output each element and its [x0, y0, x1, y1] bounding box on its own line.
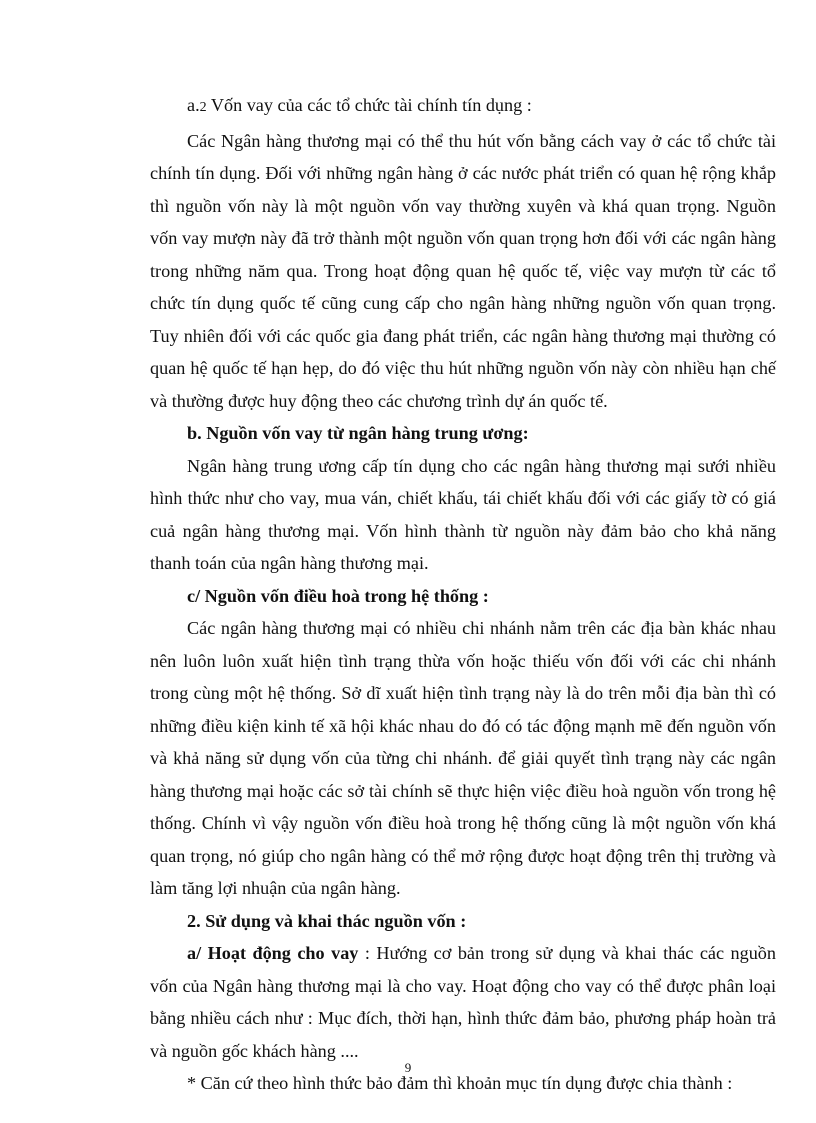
bullet-line: * Căn cứ theo hình thức bảo đảm thì khoản mục tín dụng được chia thành : — [187, 1073, 733, 1093]
section-lending-heading: a/ Hoạt động cho vay — [187, 943, 359, 963]
section-a2-heading-text: Vốn vay của các tổ chức tài chính tín dụng : — [206, 95, 532, 115]
section-lending-paragraph — [150, 937, 776, 1067]
section-c-paragraph: Các ngân hàng thương mại có nhiều chi nhánh nằm trên các địa bàn khác nhau nên luôn luôn xuất hiện tình trạng thừa vốn hoặc thiếu vốn đối với các chi nhánh trong cùng một hệ thống. Sở dĩ xuất hiện tình trạng này là do trên mỗi địa bàn thì có những điều kiện kinh tế xã hội khác nhau do đó có tác động mạnh mẽ đến nguồn vốn và khả năng sử dụng vốn của từng chi nhánh. để giải quyết tình trạng này các ngân hàng thương mại hoặc các sở tài chính sẽ thực hiện việc điều hoà nguồn vốn trong hệ thống. Chính vì vậy nguồn vốn điều hoà trong hệ thống cũng là một nguồn vốn khá quan trọng, nó giúp cho ngân hàng có thể mở rộng được hoạt động trên thị trường và làm tăng lợi nhuận của ngân hàng. — [150, 618, 776, 898]
page-number: 9 — [404, 1060, 412, 1075]
section-a2-paragraph: Các Ngân hàng thương mại có thể thu hút vốn bằng cách vay ở các tổ chức tài chính tín dụng. Đối với những ngân hàng ở các nước phát triển có quan hệ rộng khắp thì nguồn vốn này là một nguồn vốn vay thường xuyên và khá quan trọng. Nguồn vốn vay mượn này đã trở thành một nguồn vốn quan trọng hơn đối với các ngân hàng trong những năm qua. Trong hoạt động quan hệ quốc tế, việc vay mượn từ các tổ chức tín dụng quốc tế cũng cung cấp cho ngân hàng những nguồn vốn quan trọng. Tuy nhiên đối với các quốc gia đang phát triển, các ngân hàng thương mại thường có quan hệ quốc tế hạn hẹp, do đó việc thu hút những nguồn vốn này còn nhiều hạn chế và thường được huy động theo các chương trình dự án quốc tế. — [150, 130, 776, 411]
section-b-heading: b. Nguồn vốn vay từ ngân hàng trung ương: — [187, 423, 529, 443]
page-content — [150, 89, 776, 1100]
section-b-paragraph: Ngân hàng trung ương cấp tín dụng cho các ngân hàng thương mại sưới nhiều hình thức như cho vay, mua ván, chiết khấu, tái chiết khấu đối với các giấy tờ có giá cuả ngân hàng thương mại. Vốn hình thành từ nguồn này đảm bảo cho khả năng thanh toán của ngân hàng thương mại. — [150, 455, 776, 573]
section-lending-body: : Hướng cơ bản trong sử dụng và khai thác các nguồn vốn của Ngân hàng thương mại là cho vay. Hoạt động cho vay có thể được phân loại bằng nhiều cách như : Mục đích, thời hạn, hình thức đảm bảo, phương pháp hoàn trả và nguồn gốc khách hàng .... — [150, 943, 776, 1061]
section-c-heading: c/ Nguồn vốn điều hoà trong hệ thống : — [187, 585, 489, 606]
section-a2-number: 2 — [199, 100, 207, 115]
section-a2-heading — [150, 89, 776, 125]
section-a2-prefix: a. — [187, 95, 200, 115]
section-2-heading: 2. Sử dụng và khai thác nguồn vốn : — [187, 910, 467, 931]
